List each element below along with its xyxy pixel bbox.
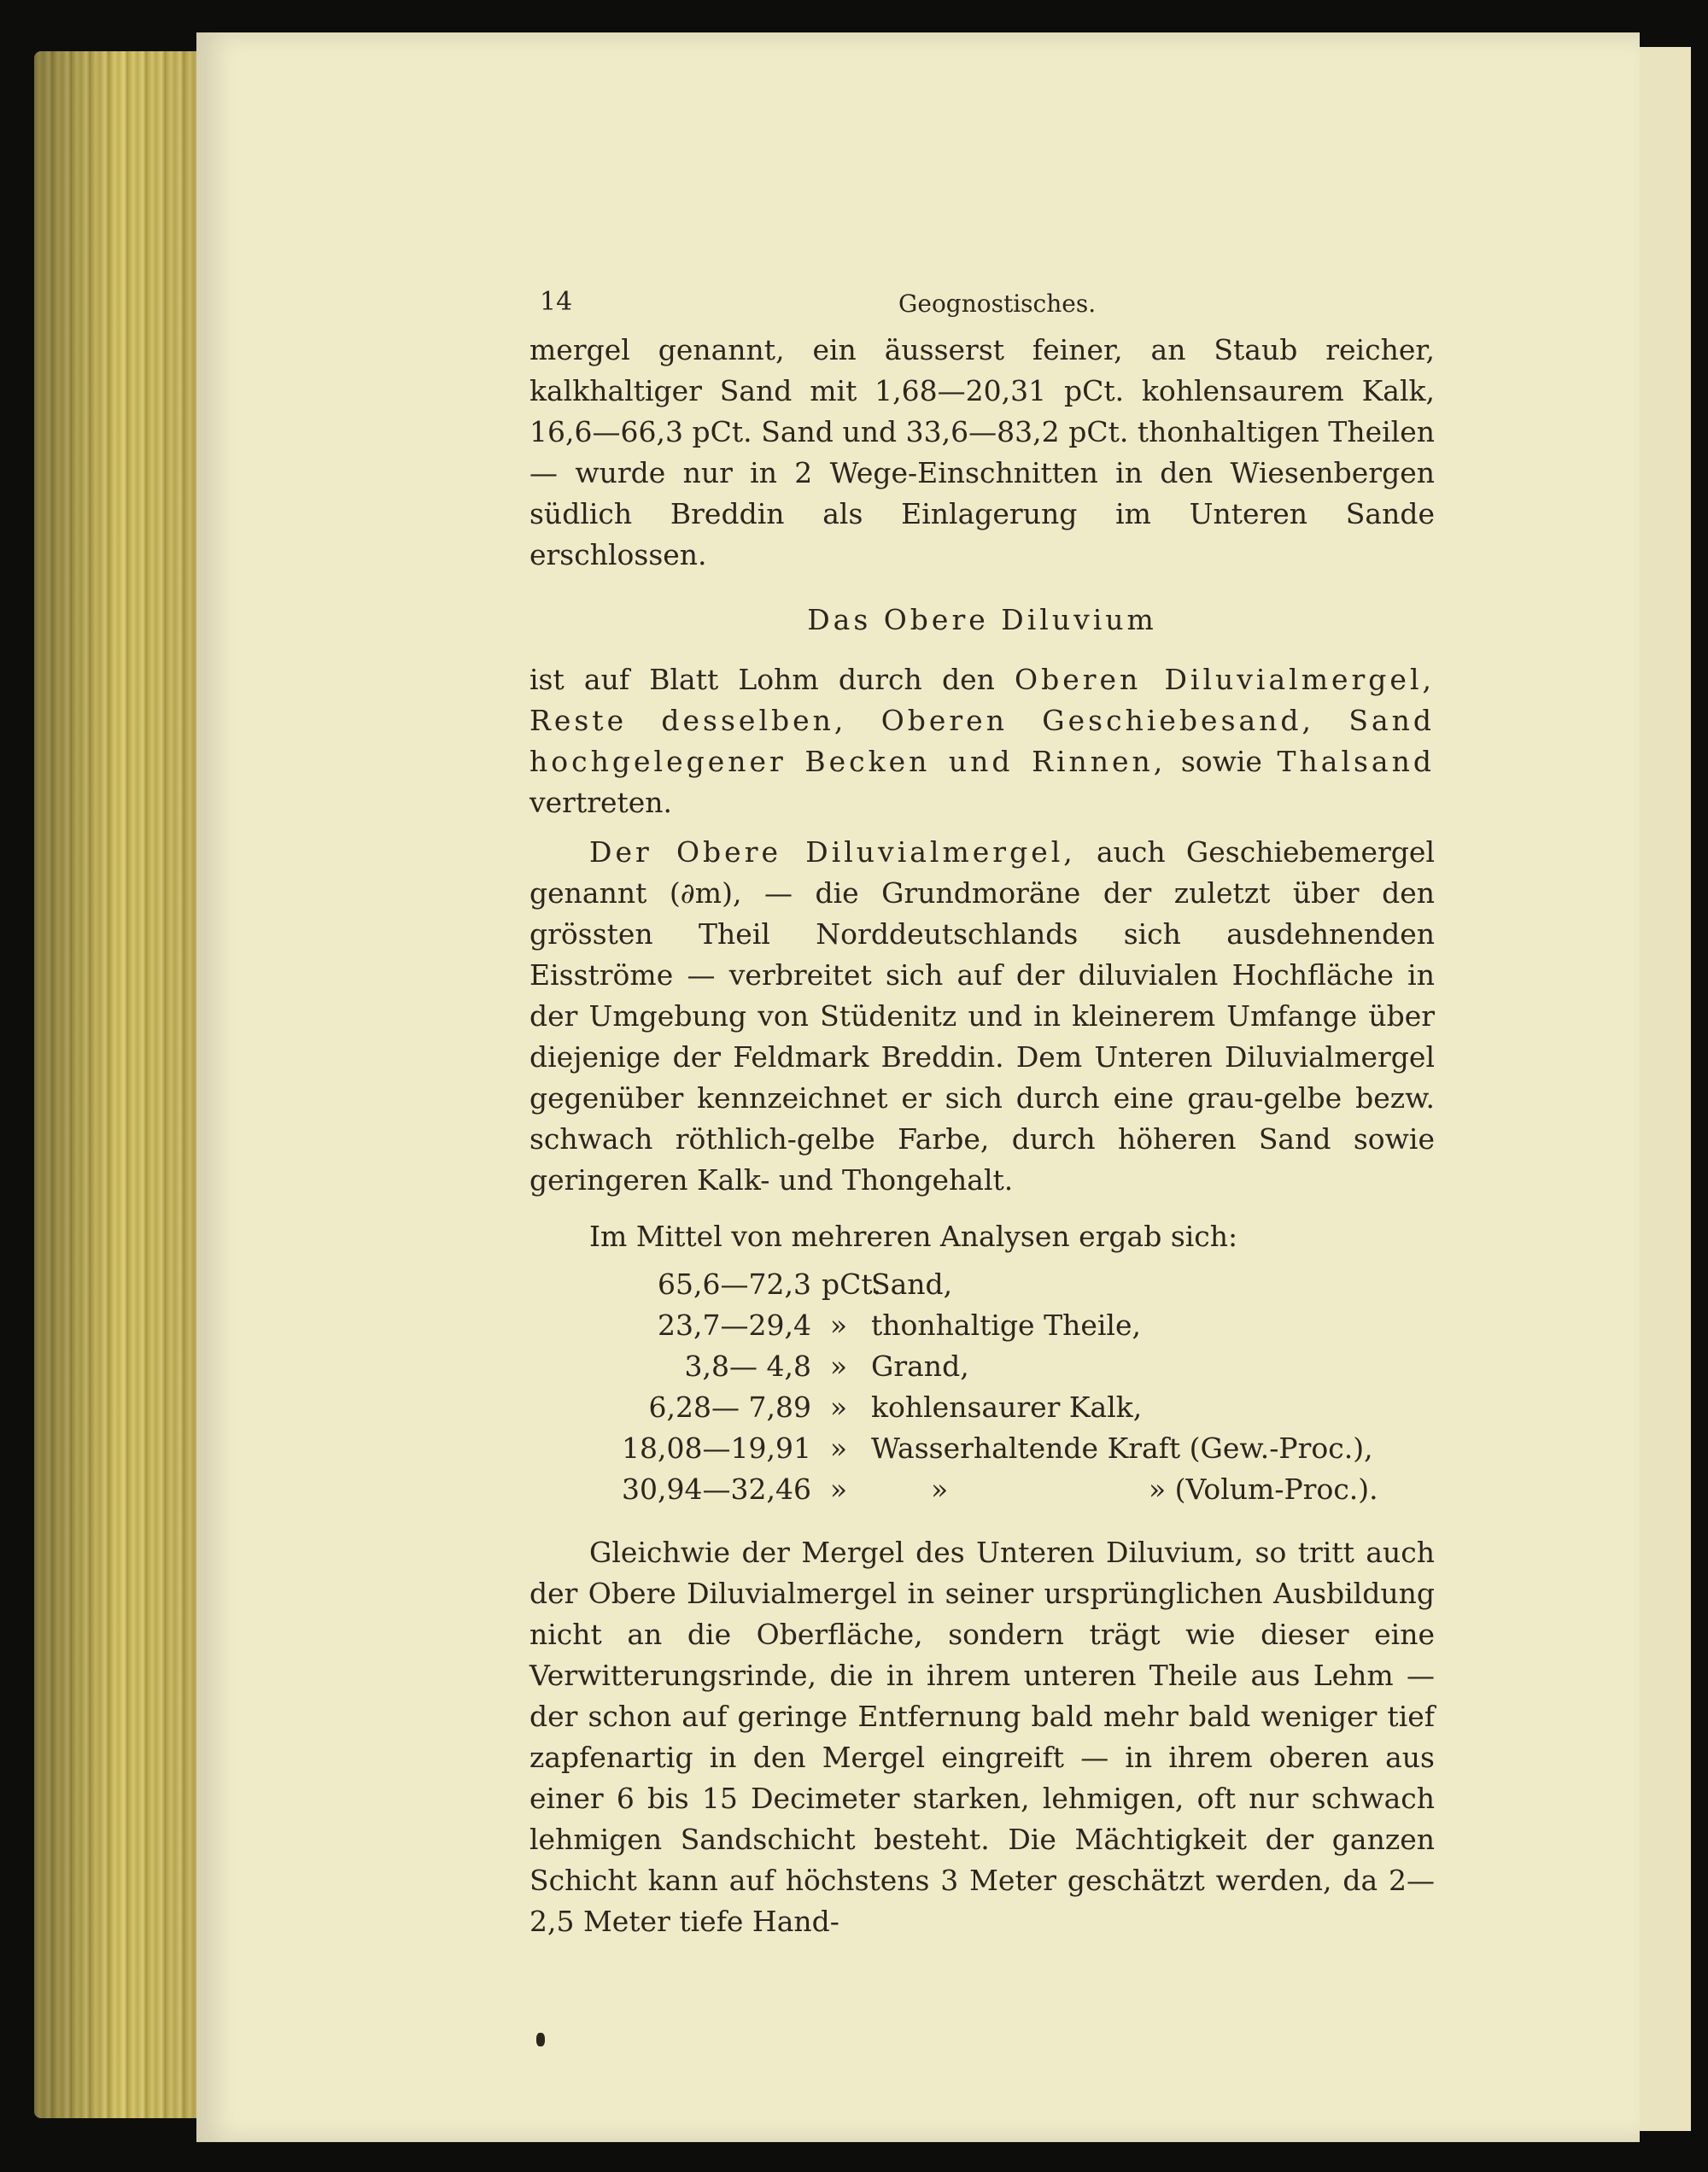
paragraph-text: ist auf Blatt Lohm durch den: [529, 663, 1015, 696]
paragraph-text: vertreten.: [529, 786, 673, 819]
value-range: 23,7—29,4: [658, 1308, 811, 1342]
table-row: [529, 1264, 1435, 1305]
table-row: [529, 1387, 1435, 1428]
paragraph-diluvialmergel: [529, 832, 1435, 1201]
unit-mark: »: [829, 1349, 848, 1383]
component-label: thonhaltige Theile,: [871, 1308, 1141, 1342]
table-row: [529, 1346, 1435, 1387]
paragraph-text: auch Geschiebemergel genannt (∂m), — die Grundmoräne der zuletzt über den grössten Theil Norddeutschlands sich ausdehnenden Eisströme — verbreitet sich auf der diluvialen Hochfläche in der Umgebung von Stüdenitz und in kleinerem Umfange über diejenige der Feldmark Breddin. Dem Unteren Diluvialmergel gegenüber kennzeichnet er sich durch eine grau-gelbe bezw. schwach röthlich-gelbe Farbe, durch höheren Sand sowie geringeren Kalk- und Thongehalt.: [529, 835, 1436, 1197]
running-title: Geognostisches.: [898, 290, 1097, 318]
component-label: Grand,: [871, 1349, 969, 1383]
table-row: [529, 1305, 1435, 1346]
spaced-term-thalsand: Thalsand: [1277, 745, 1435, 778]
analysis-table: [529, 1264, 1435, 1510]
paragraph-continued: mergel genannt, ein äusserst feiner, an Staub reicher, kalkhaltiger Sand mit 1,68—20,31 pCt. kohlensaurem Kalk, 16,6—66,3 pCt. Sand und 33,6—83,2 pCt. thonhaltigen Theilen — wurde nur in 2 Wege-Einschnitten in den Wiesenbergen südlich Breddin als Einlagerung im Unteren Sande erschlossen.: [529, 333, 1435, 571]
unit-mark: »: [829, 1390, 848, 1424]
unit-mark: »: [829, 1431, 848, 1465]
paragraph-verwitterung: Gleichwie der Mergel des Unteren Diluvium, so tritt auch der Obere Diluvialmergel in seiner ursprünglichen Ausbildung nicht an die Oberfläche, sondern trägt wie dieser eine Verwitterungsrinde, die in ihrem unteren Theile aus Lehm — der schon auf geringe Entfernung bald mehr bald weniger tief zapfenartig in den Mergel eingreift — in ihrem oberen aus einer 6 bis 15 Decimeter starken, lehmigen, oft nur schwach lehmigen Sandschicht besteht. Die Mächtigkeit der ganzen Schicht kann auf höchstens 3 Meter geschätzt werden, da 2—2,5 Meter tiefe Hand-: [529, 1536, 1435, 1938]
analysis-intro: Im Mittel von mehreren Analysen ergab sich:: [589, 1220, 1238, 1253]
ink-mark: [536, 2033, 545, 2046]
unit-mark: »: [829, 1308, 848, 1342]
component-label: kohlensaurer Kalk,: [871, 1390, 1143, 1424]
page-number: 14: [540, 287, 573, 317]
paragraph-text: sowie: [1166, 745, 1278, 778]
section-heading: Das Obere Diluvium: [807, 603, 1157, 636]
table-row: [529, 1428, 1435, 1469]
component-label: Wasserhaltende Kraft (Gew.-Proc.),: [871, 1431, 1373, 1465]
spaced-terms: Oberen Diluvialmergel, Reste desselben, Oberen Geschiebesand, Sand hochgelegener Becken und Rinnen,: [529, 663, 1435, 778]
value-range: 6,28— 7,89: [648, 1390, 811, 1424]
unit-mark: »: [829, 1472, 848, 1506]
ditto-mark: »: [931, 1472, 949, 1506]
spaced-term-diluvialmergel: Der Obere Diluvialmergel,: [589, 835, 1076, 869]
value-range: 3,8— 4,8: [684, 1349, 811, 1383]
value-range: 65,6—72,3: [658, 1267, 811, 1301]
page-content: [529, 282, 1435, 1942]
component-label: Sand,: [871, 1267, 953, 1301]
unit-mark: pCt.: [822, 1267, 882, 1301]
value-range: 18,08—19,91: [622, 1431, 811, 1465]
page-header: [529, 282, 1435, 330]
paragraph-obere-diluvium: [529, 659, 1435, 823]
table-row: [529, 1469, 1435, 1510]
value-range: 30,94—32,46: [622, 1472, 811, 1506]
component-label: » (Volum-Proc.).: [1149, 1472, 1378, 1506]
